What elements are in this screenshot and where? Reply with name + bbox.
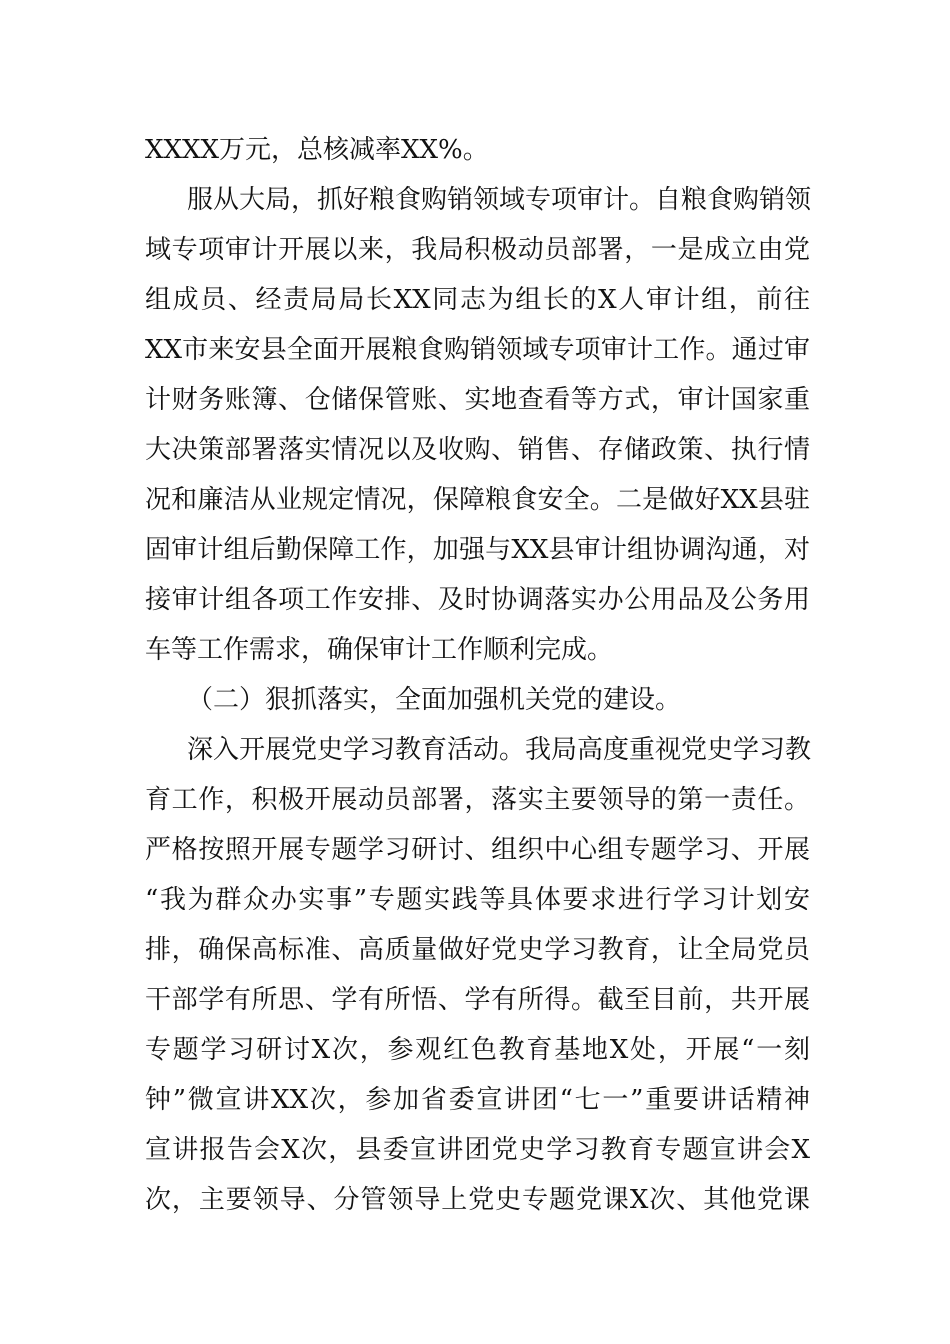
- text-line-10: 接审计组各项工作安排、及时协调落实办公用品及公务用: [145, 585, 810, 615]
- text-line-17: 排，确保高标准、高质量做好党史学习教育，让全局党员: [145, 935, 810, 965]
- text-line-7: 大决策部署落实情况以及收购、销售、存储政策、执行情: [145, 435, 810, 465]
- text-line-14: 育工作，积极开展动员部署，落实主要领导的第一责任。: [145, 785, 810, 815]
- section-heading: （二）狠抓落实，全面加强机关党的建设。: [187, 685, 682, 715]
- text-line-18: 干部学有所思、学有所悟、学有所得。截至目前，共开展: [145, 985, 810, 1015]
- text-line-2: 服从大局，抓好粮食购销领域专项审计。自粮食购销领: [187, 185, 812, 215]
- text-line-19: 专题学习研讨X次，参观红色教育基地X处，开展“一刻: [145, 1035, 810, 1065]
- text-line-15: 严格按照开展专题学习研讨、组织中心组专题学习、开展: [145, 835, 810, 865]
- text-line-4: 组成员、经责局局长XX同志为组长的X人审计组，前往: [145, 285, 810, 315]
- text-line-11: 车等工作需求，确保审计工作顺利完成。: [145, 635, 614, 665]
- text-line-1: XXXX万元，总核减率XX%。: [145, 135, 489, 165]
- text-line-22: 次，主要领导、分管领导上党史专题党课X次、其他党课: [145, 1185, 810, 1215]
- text-line-20: 钟”微宣讲XX次，参加省委宣讲团“七一”重要讲话精神: [145, 1085, 810, 1115]
- text-line-9: 固审计组后勤保障工作，加强与XX县审计组协调沟通，对: [145, 535, 810, 565]
- text-line-5: XX市来安县全面开展粮食购销领域专项审计工作。通过审: [145, 335, 810, 365]
- text-line-16: “我为群众办实事”专题实践等具体要求进行学习计划安: [145, 885, 810, 915]
- text-line-13: 深入开展党史学习教育活动。我局高度重视党史学习教: [187, 735, 812, 765]
- text-line-8: 况和廉洁从业规定情况，保障粮食安全。二是做好XX县驻: [145, 485, 810, 515]
- text-line-21: 宣讲报告会X次，县委宣讲团党史学习教育专题宣讲会X: [145, 1135, 810, 1165]
- text-line-6: 计财务账簿、仓储保管账、实地查看等方式，审计国家重: [145, 385, 810, 415]
- text-line-3: 域专项审计开展以来，我局积极动员部署，一是成立由党: [145, 235, 810, 265]
